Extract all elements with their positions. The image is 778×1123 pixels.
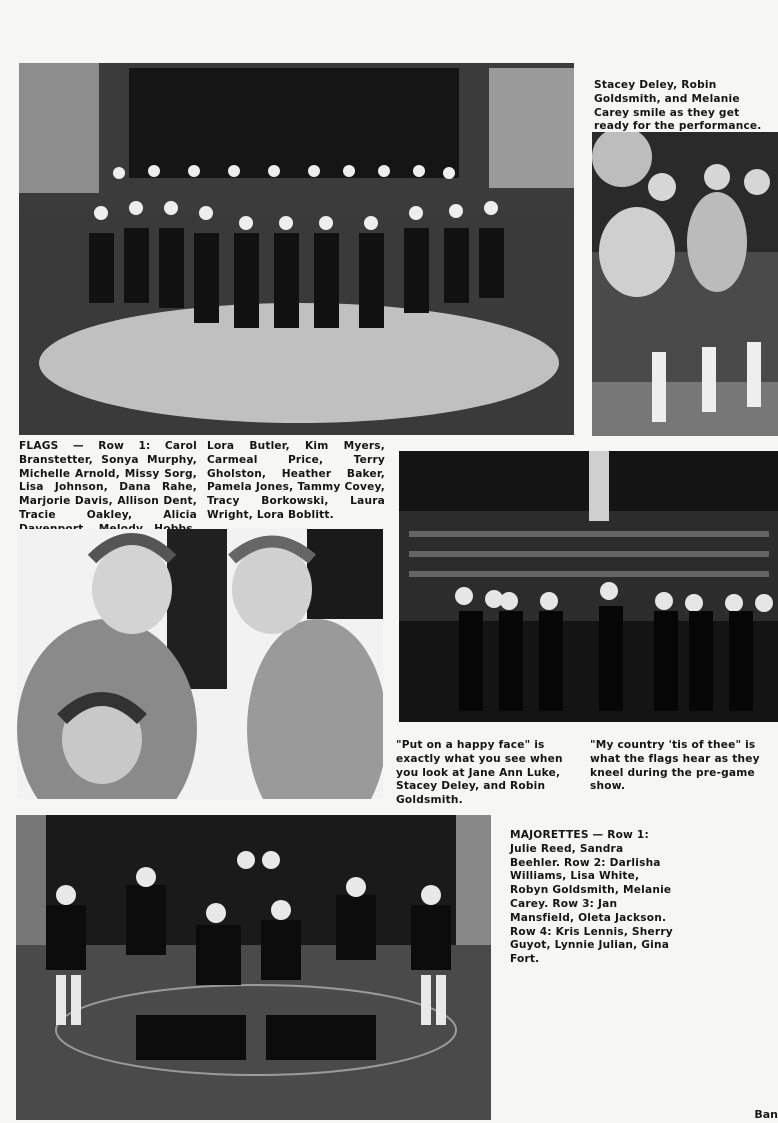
happy-face-photo xyxy=(17,529,383,799)
page-tag: Ban xyxy=(754,1108,778,1121)
majorettes-photo xyxy=(16,815,491,1120)
caption-flags-col1: FLAGS — Row 1: Carol Branstetter, Sonya Murphy, Michelle Arnold, Missy Sorg, Lisa Johnson, Dana Rahe, Marjorie Davis, Allison Dent, Tracie Oakley, Alicia xyxy=(19,440,197,521)
flags-group-photo xyxy=(19,63,574,435)
pregame-flags-photo xyxy=(399,451,778,722)
pom-girls-photo xyxy=(592,132,778,436)
caption-happy-face: "Put on a happy face" is exactly what you see when you look at Jane Ann Luke, Stacey Deley, and Robin Goldsmith. xyxy=(396,739,563,807)
caption-stacey-robin-melanie: Stacey Deley, Robin Goldsmith, and Melanie Carey smile as they get ready for the performance. xyxy=(594,79,762,133)
caption-flags-col2: Lora Butler, Kim Myers, Carmeal Price, Terry Gholston, Heather Baker, Pamela Jones, Tammy Covey, Tracy Borkowski, Laura Wright, Lora Boblitt. xyxy=(207,440,385,521)
caption-my-country: "My country 'tis of thee" is what the flags hear as they kneel during the pre-game show. xyxy=(590,739,760,793)
caption-majorettes: MAJORETTES — Row 1: Julie Reed, Sandra Beehler. Row 2: Darlisha Williams, Lisa White, Robyn Goldsmith, Melanie Carey. Row 3: Jan Mansfield, Oleta Jackson. Row 4: Kris Lennis, Sherry Guyot, Lynnie Julian, Gina Fort. xyxy=(510,829,673,966)
